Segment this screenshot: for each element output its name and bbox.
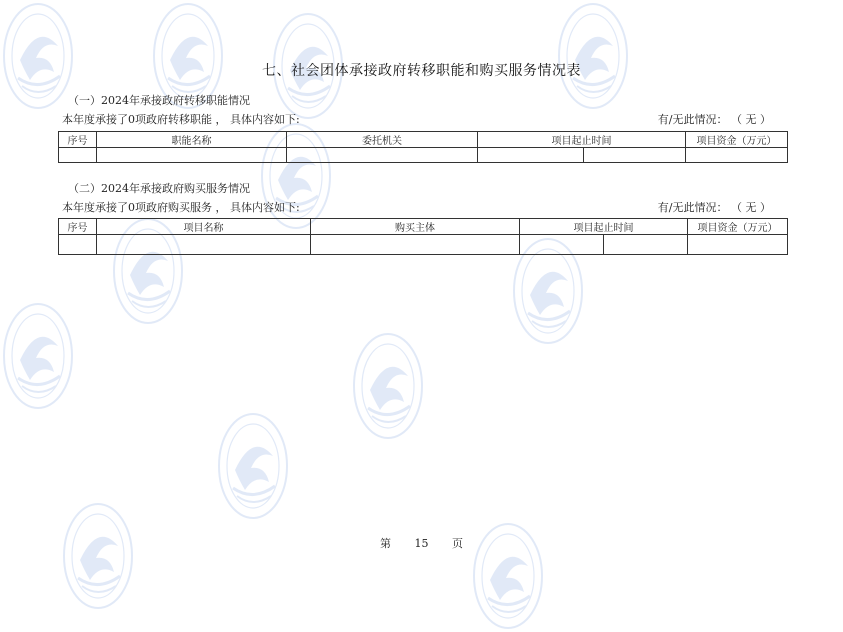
column-header: 委托机关 (287, 132, 478, 148)
footer-prefix: 第 (380, 537, 391, 550)
section2-status: 有/无此情况： （ 无 ） (657, 201, 771, 214)
column-header: 项目资金（万元） (688, 219, 788, 235)
column-header: 项目资金（万元） (686, 132, 788, 148)
table-cell (478, 148, 584, 163)
column-header: 购买主体 (311, 219, 520, 235)
table-cell (604, 235, 688, 255)
table-row (59, 235, 788, 255)
table-cell (584, 148, 686, 163)
column-header: 项目起止时间 (520, 219, 688, 235)
table-header-row (59, 132, 788, 148)
footer-suffix: 页 (452, 537, 463, 550)
table-cell (287, 148, 478, 163)
page-footer (0, 535, 843, 551)
table-cell (97, 235, 311, 255)
column-header: 职能名称 (97, 132, 287, 148)
table-cell (311, 235, 520, 255)
page-title: 七、社会团体承接政府转移职能和购买服务情况表 (262, 63, 581, 79)
table-cell (688, 235, 788, 255)
section1-heading: （一）2024年承接政府转移职能情况 (68, 94, 250, 107)
watermark-seal-icon (0, 300, 76, 412)
table-cell (59, 148, 97, 163)
column-header: 序号 (59, 132, 97, 148)
table-row (59, 148, 788, 163)
watermark-seal-icon (0, 0, 76, 112)
watermark-seal-icon (350, 330, 426, 442)
section2-summary: 本年度承接了0项政府购买服务 ， 具体内容如下: (62, 201, 300, 214)
watermark-seal-icon (215, 410, 291, 522)
watermark-seal-icon (555, 0, 631, 112)
table-cell (520, 235, 604, 255)
transfer-functions-table (58, 131, 788, 163)
table-cell (59, 235, 97, 255)
watermark-seal-icon (60, 500, 136, 612)
table-cell (686, 148, 788, 163)
table-header-row (59, 219, 788, 235)
page-number: 15 (414, 537, 429, 550)
column-header: 序号 (59, 219, 97, 235)
section2-heading: （二）2024年承接政府购买服务情况 (68, 182, 250, 195)
column-header: 项目名称 (97, 219, 311, 235)
column-header: 项目起止时间 (478, 132, 686, 148)
section1-summary: 本年度承接了0项政府转移职能 ， 具体内容如下: (62, 113, 300, 126)
section1-status: 有/无此情况： （ 无 ） (657, 113, 771, 126)
purchase-services-table (58, 218, 788, 255)
table-cell (97, 148, 287, 163)
